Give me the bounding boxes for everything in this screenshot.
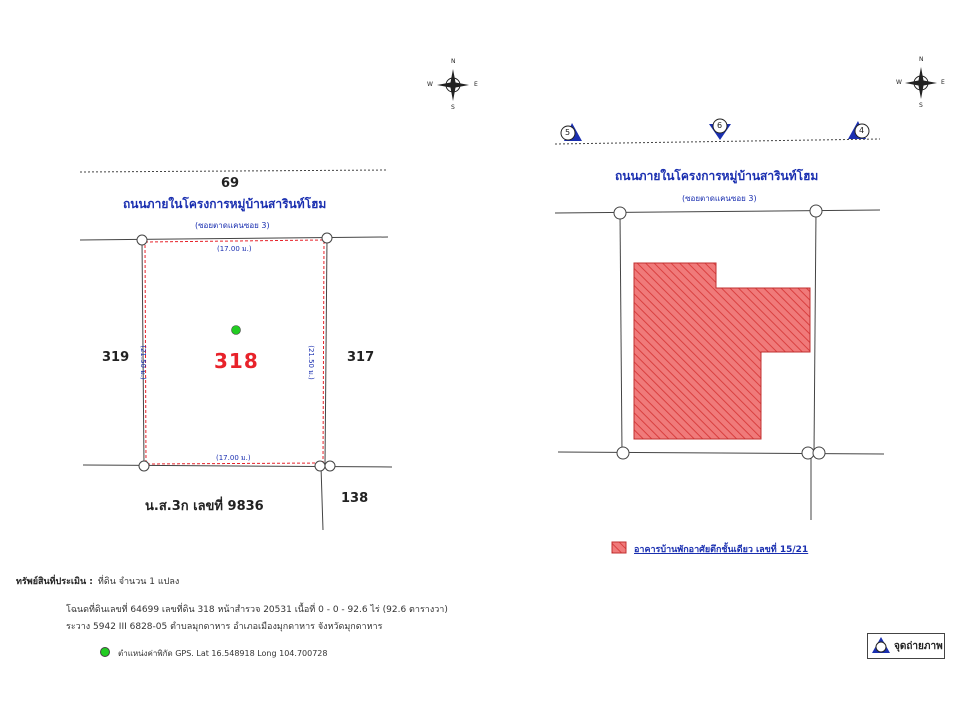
road-name-left: ถนนภายในโครงการหมู่บ้านสารินท์โฮม bbox=[123, 197, 327, 211]
boundary-pin bbox=[137, 235, 147, 245]
asset-value: ที่ดิน จำนวน 1 แปลง bbox=[97, 577, 180, 587]
compass-s-label-right: S bbox=[919, 102, 923, 109]
compass-rose-right bbox=[905, 67, 937, 99]
road-sub-left: (ซอยตาดแคนซอย 3) bbox=[195, 221, 270, 230]
south-parcel-number: 138 bbox=[341, 491, 369, 506]
compass-s-label: S bbox=[451, 104, 455, 111]
dimension-bottom: (17.00 ม.) bbox=[216, 454, 251, 462]
deed-number: น.ส.3ก เลขที่ 9836 bbox=[145, 499, 264, 514]
road-sub-right: (ซอยตาดแคนซอย 3) bbox=[682, 194, 757, 203]
gps-point-marker bbox=[232, 326, 241, 335]
subject-parcel-number: 318 bbox=[214, 349, 259, 373]
north-boundary-dashed bbox=[80, 170, 388, 172]
bottom-boundary-line-right bbox=[558, 452, 884, 454]
boundary-pin bbox=[315, 461, 325, 471]
map-sheet-line: ระวาง 5942 III 6828-05 ตำบลมุกดาหาร อำเภอเมืองมุกดาหาร จังหวัดมุกดาหาร bbox=[66, 622, 383, 632]
compass-e-label-right: E bbox=[941, 79, 945, 86]
camera-point-icon bbox=[871, 636, 891, 656]
dimension-right: (21.50 ม.) bbox=[306, 345, 315, 380]
compass-w-label-right: W bbox=[896, 79, 902, 86]
west-parcel-number: 319 bbox=[102, 350, 130, 365]
top-boundary-line bbox=[80, 237, 388, 240]
south-extension-line bbox=[321, 466, 323, 530]
compass-n-label-right: N bbox=[919, 56, 924, 63]
compass-e-label: E bbox=[474, 81, 478, 88]
compass-n-label: N bbox=[451, 58, 456, 65]
east-parcel-number: 317 bbox=[347, 350, 375, 365]
boundary-pin bbox=[813, 447, 825, 459]
photo-point-5-label: 5 bbox=[565, 128, 571, 137]
bottom-boundary-line bbox=[83, 465, 392, 467]
boundary-pin bbox=[139, 461, 149, 471]
dimension-left: (21.50 ม.) bbox=[138, 345, 147, 380]
right-boundary-line bbox=[325, 238, 327, 466]
boundary-pin bbox=[802, 447, 814, 459]
boundary-pin bbox=[617, 447, 629, 459]
title-deed-line: โฉนดที่ดินเลขที่ 64699 เลขที่ดิน 318 หน้าสำรวจ 20531 เนื้อที่ 0 - 0 - 92.6 ไร่ (92.6 ตารางวา) bbox=[66, 605, 448, 615]
photo-point-legend-button[interactable] bbox=[867, 633, 945, 659]
photo-point-button-label: จุดถ่ายภาพ bbox=[894, 640, 943, 652]
legend-label: อาคารบ้านพักอาศัยตึกชั้นเดียว เลขที่ 15/21 bbox=[634, 545, 809, 555]
boundary-pin bbox=[325, 461, 335, 471]
gps-legend-dot-icon bbox=[100, 647, 110, 657]
boundary-pin bbox=[614, 207, 626, 219]
photo-point-6-label: 6 bbox=[717, 121, 723, 130]
dimension-top: (17.00 ม.) bbox=[217, 245, 252, 253]
road-edge-line bbox=[555, 139, 880, 144]
building-footprint bbox=[634, 263, 810, 439]
boundary-pin bbox=[810, 205, 822, 217]
road-name-right: ถนนภายในโครงการหมู่บ้านสารินท์โฮม bbox=[615, 169, 819, 183]
legend-swatch bbox=[612, 542, 626, 553]
top-boundary-line-right bbox=[555, 210, 880, 213]
compass-rose-left bbox=[437, 69, 469, 101]
right-boundary-line-right bbox=[814, 211, 816, 453]
asset-row bbox=[16, 569, 179, 588]
asset-label: ทรัพย์สินที่ประเมิน : bbox=[16, 577, 93, 587]
north-parcel-number: 69 bbox=[221, 176, 240, 191]
gps-coordinates: ตำแหน่งค่าพิกัด GPS. Lat 16.548918 Long 104.700728 bbox=[118, 649, 328, 658]
boundary-pin bbox=[322, 233, 332, 243]
left-boundary-line-right bbox=[620, 213, 622, 453]
compass-w-label: W bbox=[427, 81, 433, 88]
photo-point-4-label: 4 bbox=[859, 126, 865, 135]
